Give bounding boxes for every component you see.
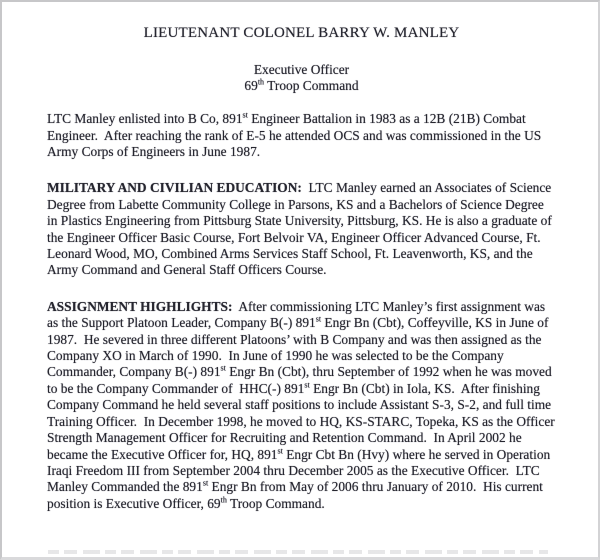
- document-title: LIEUTENANT COLONEL BARRY W. MANLEY: [143, 25, 460, 41]
- assignment-highlights-paragraph: ASSIGNMENT HIGHLIGHTS: After commissioning LTC Manley’s first assignment was as the Support Platoon Leader, Company B(-) 891st Engr Bn (Cbt), Coffeyville, KS in June of 1987. He severed in three different Platoons’ with B Company and was then assigned as the Company XO in March of 1990. In June of 1990 he was selected to be the Company Commander, Company B(-) 891st Engr Bn (Cbt), thru September of 1992 when he was moved to be the Company Commander of HHC(-) 891st Engr Bn (Cbt) in Iola, KS. After finishing Company Command he held several staff positions to include Assistant S-3, S-2, and full time Training Officer. In December 1998, he moved to HQ, KS-STARC, Topeka, KS as the Officer Strength Management Officer for Recruiting and Retention Command. In April 2002 he became the Executive Officer for, HQ, 891st Engr Cbt Bn (Hvy) where he served in Operation Iraqi Freedom III from September 2004 thru December 2005 as the Executive Officer. LTC Manley Commanded the 891st Engr Bn from May of 2006 thru January of 2010. His current position is Executive Officer, 69th Troop Command.: [47, 298, 559, 511]
- enlistment-paragraph: LTC Manley enlisted into B Co, 891st Engineer Battalion in 1983 as a 12B (21B) Combat Engineer. After reaching the rank of E-5 he attended OCS and was commissioned in the US Army Corps of Engineers in June 1987.: [47, 110, 544, 159]
- document-body: [47, 110, 559, 512]
- subtitle-unit: 69th Troop Command: [244, 77, 359, 93]
- cut-off-text-line: [48, 550, 548, 554]
- subtitle-position: Executive Officer: [253, 62, 350, 77]
- education-paragraph: MILITARY AND CIVILIAN EDUCATION: LTC Manley earned an Associates of Science Degree from Labette Community College in Parsons, KS and a Bachelors of Science Degree in Plastics Engineering from Pittsburg State University, Pittsburg, KS. He is also a graduate of the Engineer Officer Basic Course, Fort Belvoir VA, Engineer Officer Advanced Course, Ft. Leonard Wood, MO, Combined Arms Services Staff School, Ft. Leavenworth, KS, and the Army Command and General Staff Officers Course.: [47, 180, 556, 278]
- document-subtitle: [47, 62, 556, 93]
- document-content: [2, 2, 598, 512]
